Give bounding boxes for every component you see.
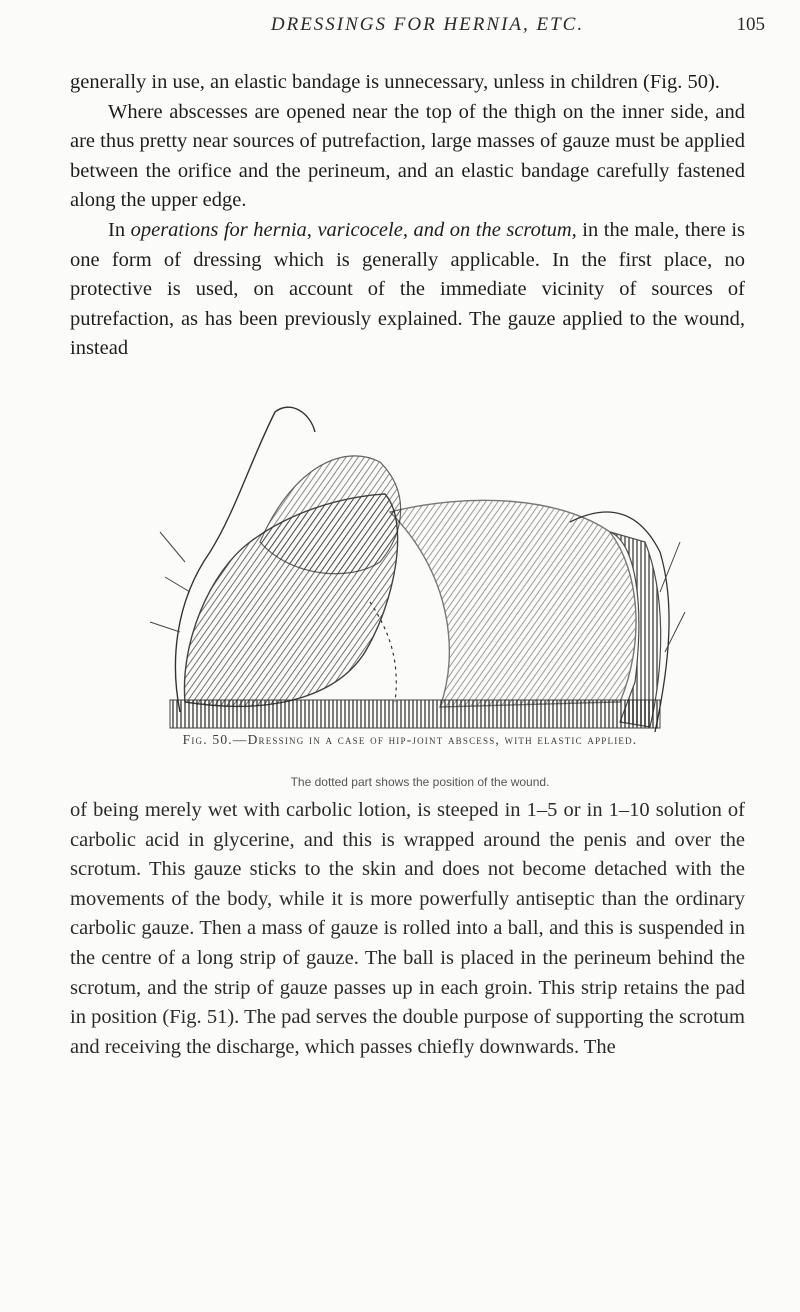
paragraph-3-lead: In bbox=[108, 218, 126, 241]
paragraph-1: generally in use, an elastic bandage is unnecessary, unless in children (Fig. 50). bbox=[70, 71, 720, 93]
paragraph-3 bbox=[70, 216, 745, 364]
figure-50 bbox=[140, 402, 700, 789]
figure-note: The dotted part shows the position of the wound. bbox=[290, 775, 550, 789]
running-head-title: DRESSINGS FOR HERNIA, ETC. bbox=[270, 14, 585, 35]
figure-caption: Fig. 50.—Dressing in a case of hip-joint abscess, with elastic applied. bbox=[182, 732, 638, 747]
running-head bbox=[90, 14, 765, 54]
paragraph-3-italic: operations for hernia, varicocele, and on the scrotum, bbox=[130, 218, 577, 241]
paragraph-3-rest: in the male, there is one form of dressing which is generally applicable. In the first place, no protective is used, on account of the immediate vicinity of sources of putrefaction, as has been previously explained. The gauze applied to the wound, instead bbox=[70, 218, 745, 360]
paragraph-4: of being merely wet with carbolic lotion, is steeped in 1–5 or in 1–10 solution of carbolic acid in glycerine, and this is wrapped around the penis and over the scrotum. This gauze sticks to the skin and does not become detached with the movements of the body, while it is more powerfully antiseptic than the ordinary carbolic gauze. Then a mass of gauze is rolled into a ball, and this is suspended in the centre of a long strip of gauze. The ball is placed in the perineum behind the scrotum, and the strip of gauze passes up in each groin. This strip retains the pad in position (Fig. 51). The pad serves the double purpose of supporting the scrotum and receiving the discharge, which passes chiefly downwards. The bbox=[70, 799, 745, 1058]
body-text-bottom bbox=[70, 796, 745, 1062]
body-text-top bbox=[70, 68, 745, 364]
figure-illustration bbox=[140, 402, 700, 732]
page-number: 105 bbox=[736, 14, 765, 35]
paragraph-2: Where abscesses are opened near the top of the thigh on the inner side, and are thus pretty near sources of putrefaction, large masses of gauze must be applied between the orifice and the perineum, and an elastic bandage carefully fastened along the upper edge. bbox=[70, 100, 745, 212]
